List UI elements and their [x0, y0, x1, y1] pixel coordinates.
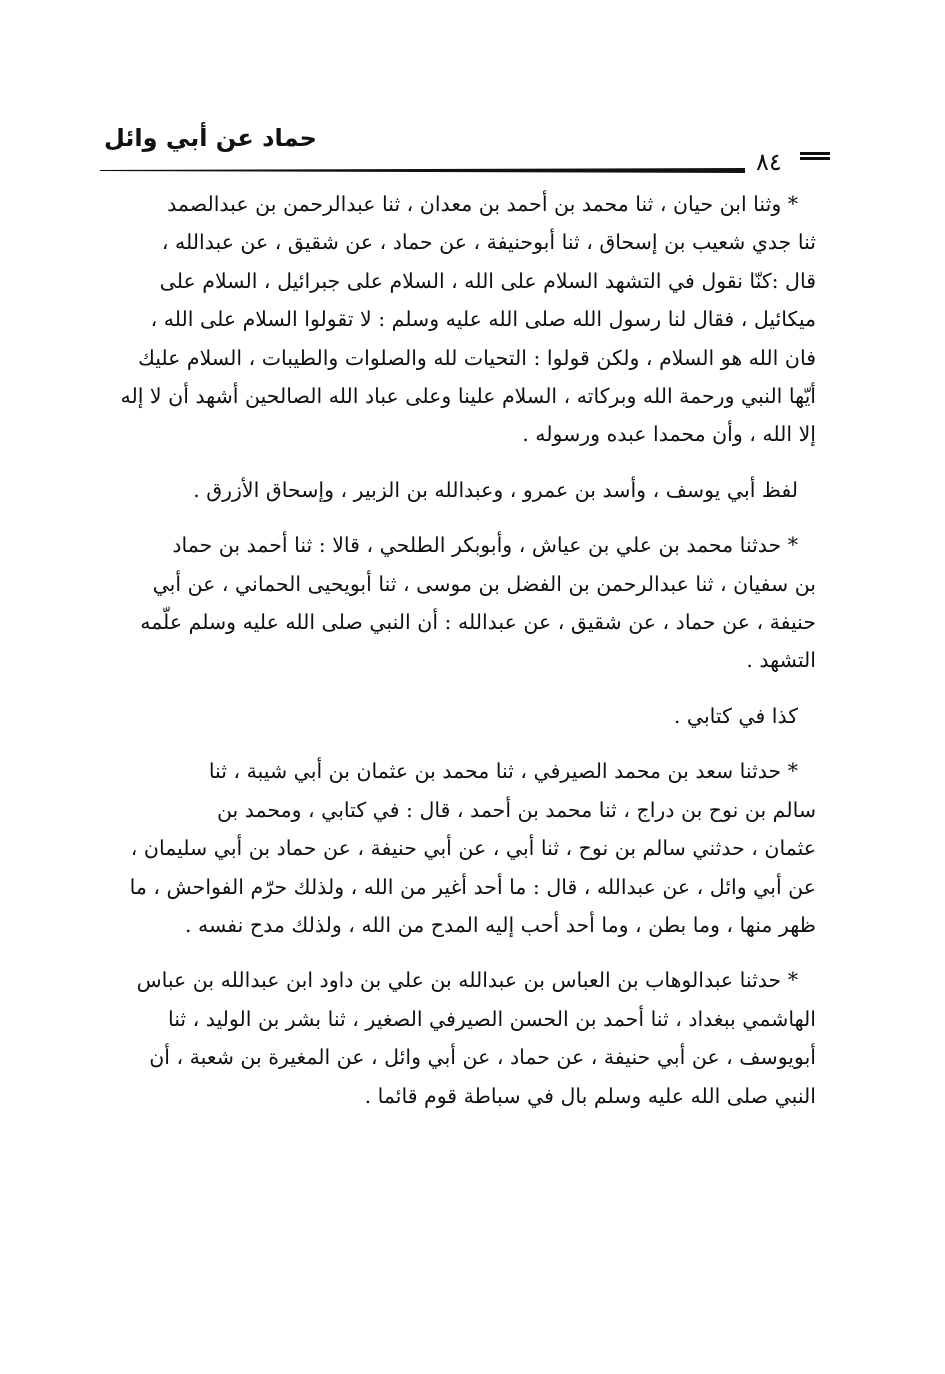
text-line: عثمان ، حدثني سالم بن نوح ، ثنا أبي ، عن أبي حنيفة ، عن حماد بن أبي سليمان ، — [130, 836, 816, 861]
text-line: لفظ أبي يوسف ، وأسد بن عمرو ، وعبدالله بن الزبير ، وإسحاق الأزرق . — [193, 477, 798, 502]
paragraph-2 — [104, 471, 816, 509]
paragraph-4 — [104, 697, 816, 735]
text-line: أبويوسف ، عن أبي حنيفة ، عن حماد ، عن أبي وائل ، عن المغيرة بن شعبة ، أن — [149, 1045, 816, 1070]
text-line: فان الله هو السلام ، ولكن قولوا : التحيات لله والصلوات والطيبات ، السلام عليك — [137, 345, 816, 370]
text-line: سالم بن نوح بن دراج ، ثنا محمد بن أحمد ، قال : في كتابي ، ومحمد بن — [216, 797, 816, 822]
text-line: قال :كنّا نقول في التشهد السلام على الله ، السلام على جبرائيل ، السلام على — [159, 268, 816, 293]
text-line: بن سفيان ، ثنا عبدالرحمن بن الفضل بن موسى ، ثنا أبويحيى الحماني ، عن أبي — [152, 571, 816, 596]
paragraph-5 — [104, 752, 816, 944]
paragraph-1 — [104, 185, 816, 454]
text-line: * وثنا ابن حيان ، ثنا محمد بن أحمد بن معدان ، ثنا عبدالرحمن بن عبدالصمد — [167, 192, 798, 216]
text-line: * حدثنا سعد بن محمد الصيرفي ، ثنا محمد بن عثمان بن أبي شيبة ، ثنا — [208, 759, 798, 784]
text-line: كذا في كتابي . — [673, 703, 798, 728]
text-line: * حدثنا عبدالوهاب بن العباس بن عبدالله بن علي بن داود ابن عبدالله بن عباس — [136, 968, 798, 993]
text-line: ظهر منها ، وما بطن ، وما أحد أحب إليه المدح من الله ، ولذلك مدح نفسه . — [184, 912, 816, 937]
text-line: التشهد . — [746, 648, 816, 673]
text-line: النبي صلى الله عليه وسلم بال في سباطة قوم قائما . — [364, 1083, 816, 1108]
text-line: إلا الله ، وأن محمدا عبده ورسوله . — [522, 422, 816, 447]
page-header — [100, 118, 830, 178]
page-body — [104, 185, 816, 1132]
header-rule — [100, 164, 745, 176]
text-line: ثنا جدي شعيب بن إسحاق ، ثنا أبوحنيفة ، عن حماد ، عن شقيق ، عن عبدالله ، — [161, 230, 816, 255]
text-line: ميكائيل ، فقال لنا رسول الله صلى الله عليه وسلم : لا تقولوا السلام على الله ، — [150, 307, 816, 332]
header-rule-line — [100, 168, 745, 173]
text-line: الهاشمي ببغداد ، ثنا أحمد بن الحسن الصيرفي الصغير ، ثنا بشر بن الوليد ، ثنا — [167, 1006, 816, 1031]
paragraph-6 — [104, 961, 816, 1115]
text-line: أيّها النبي ورحمة الله وبركاته ، السلام علينا وعلى عباد الله الصالحين أشهد أن لا إله — [120, 384, 816, 409]
paragraph-3 — [104, 526, 816, 680]
text-line: حنيفة ، عن حماد ، عن شقيق ، عن عبدالله : أن النبي صلى الله عليه وسلم علّمه — [140, 610, 816, 635]
text-line: * حدثنا محمد بن علي بن عياش ، وأبوبكر الطلحي ، قالا : ثنا أحمد بن حماد — [172, 533, 798, 558]
running-title: حماد عن أبي وائل — [104, 124, 317, 152]
page-number: ٨٤ — [756, 148, 782, 176]
text-line: عن أبي وائل ، عن عبدالله ، قال : ما أحد أغير من الله ، ولذلك حرّم الفواحش ، ما — [129, 874, 816, 899]
header-end-ornament — [800, 152, 830, 164]
